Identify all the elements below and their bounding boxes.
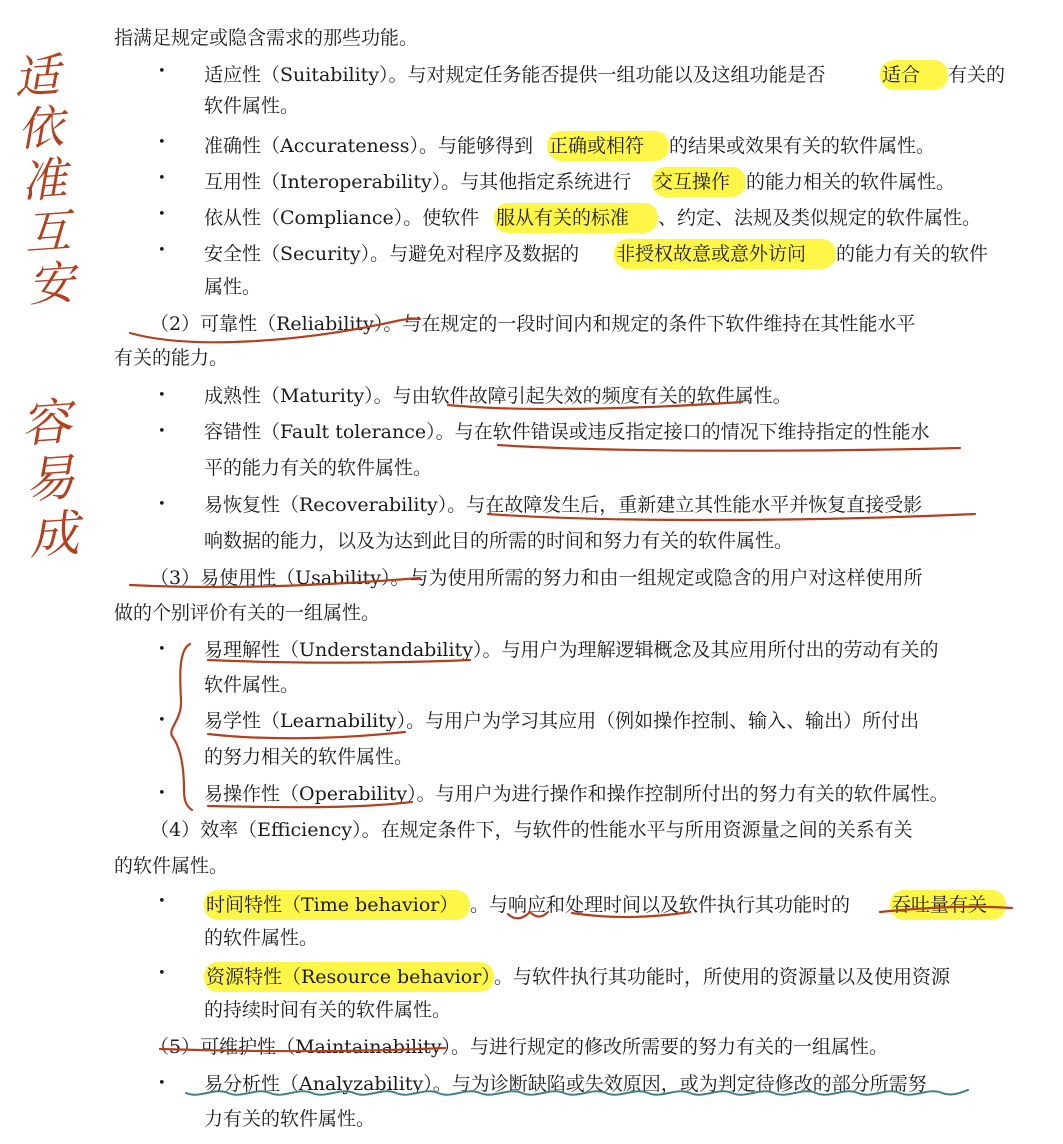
- bullet-item-operability: • 易操作性（Operability）。与用户为进行操作和操作控制所付出的努力有关的软件属性。: [158, 783, 949, 805]
- bullet-icon: •: [158, 642, 166, 657]
- text-line: 做的个别评价有关的一组属性。: [114, 602, 381, 624]
- bullet-item-analyzability: • 易分析性（Analyzability）。与为诊断缺陷或失效原因，或为判定待修改的部分所需努: [158, 1073, 927, 1095]
- text-line: 软件属性。: [204, 95, 300, 117]
- bullet-item-compliance: • 依从性（Compliance）。使软件 服从有关的标准 、约定、法规及类似规定的软件属性。: [0, 203, 1063, 227]
- bullet-item-recoverability: • 易恢复性（Recoverability）。与在故障发生后，重新建立其性能水平并恢复直接受影: [158, 494, 923, 516]
- bullet-icon: •: [158, 135, 166, 150]
- bullet-item-accurateness: • 准确性（Accurateness）。与能够得到 正确或相符 的结果或效果有关的软件属性。: [0, 131, 1063, 155]
- bullet-item-maturity: • 成熟性（Maturity）。与由软件故障引起失效的频度有关的软件属性。: [158, 385, 792, 407]
- bullet-icon: •: [158, 894, 166, 909]
- text-line: 有关的能力。: [114, 347, 229, 369]
- bullet-icon: •: [158, 424, 166, 439]
- bullet-icon: •: [158, 1076, 166, 1091]
- highlight: 适合: [880, 60, 948, 90]
- margin-note-handwriting: 适 依 准 互 安: [11, 47, 77, 313]
- section-heading-usability: （3）易使用性（Usability）。与为使用所需的努力和由一组规定或隐含的用户对这样使用所: [150, 567, 923, 589]
- section-heading-efficiency: （4）效率（Efficiency）。在规定条件下，与软件的性能水平与所用资源量之间的关系有关: [150, 819, 913, 841]
- bullet-item-resource-behavior: • 资源特性（Resource behavior）。与软件执行其功能时，所使用的资源量以及使用资源: [0, 962, 1063, 986]
- bullet-icon: •: [158, 207, 166, 222]
- bullet-icon: •: [158, 64, 166, 79]
- text-line: 的软件属性。: [204, 927, 319, 949]
- bullet-item-suitability: • 适应性（Suitability）。与对规定任务能否提供一组功能以及这组功能是否 适合 有关的: [0, 60, 1063, 84]
- section-heading-maintainability: （5）可维护性（Maintainability）。与进行规定的修改所需要的努力有关的一组属性。: [150, 1036, 889, 1058]
- bullet-item-understandability: • 易理解性（Understandability）。与用户为理解逻辑概念及其应用所付出的劳动有关的: [158, 639, 939, 661]
- highlight: 吞吐量有关: [890, 890, 1006, 920]
- highlight: 交互操作: [652, 167, 746, 197]
- highlight: 服从有关的标准: [494, 203, 658, 233]
- text-line: 的努力相关的软件属性。: [204, 746, 414, 768]
- text-line: 软件属性。: [204, 674, 300, 696]
- bullet-item-time-behavior: • 时间特性（Time behavior） 。与响应和处理时间以及软件执行其功能时的 吞吐量有关: [0, 890, 1063, 914]
- bullet-icon: •: [158, 388, 166, 403]
- bullet-item-interoperability: • 互用性（Interoperability）。与其他指定系统进行 交互操作 的能力相关的软件属性。: [0, 167, 1063, 191]
- bullet-icon: •: [158, 497, 166, 512]
- text-line: 的软件属性。: [114, 855, 229, 877]
- bullet-item-learnability: • 易学性（Learnability）。与用户为学习其应用（例如操作控制、输入、输出）所付出: [158, 710, 920, 732]
- text-line: 的持续时间有关的软件属性。: [204, 999, 452, 1021]
- text-line: 属性。: [204, 276, 262, 298]
- bullet-icon: •: [158, 966, 166, 981]
- text-line: 响数据的能力，以及为达到此目的所需的时间和努力有关的软件属性。: [204, 530, 794, 552]
- text-line: 指满足规定或隐含需求的那些功能。: [114, 27, 419, 49]
- bullet-icon: •: [158, 713, 166, 728]
- margin-note-handwriting: 容 易 成: [19, 392, 81, 566]
- bullet-icon: •: [158, 171, 166, 186]
- section-heading-reliability: （2）可靠性（Reliability）。与在规定的一段时间内和规定的条件下软件维持在其性能水平: [150, 313, 916, 335]
- ink-underline: [498, 445, 960, 451]
- text-line: 平的能力有关的软件属性。: [204, 457, 433, 479]
- bullet-item-security: • 安全性（Security）。与避免对程序及数据的 非授权故意或意外访问 的能力有关的软件: [0, 239, 1063, 263]
- highlight: 正确或相符: [547, 131, 669, 161]
- highlight: 时间特性（Time behavior）: [204, 890, 470, 920]
- highlight: 非授权故意或意外访问: [614, 239, 836, 269]
- bullet-item-fault-tolerance: • 容错性（Fault tolerance）。与在软件错误或违反指定接口的情况下维持指定的性能水: [158, 421, 930, 443]
- bullet-icon: •: [158, 786, 166, 801]
- text-line: 力有关的软件属性。: [204, 1108, 376, 1130]
- bullet-icon: •: [158, 243, 166, 258]
- highlight: 资源特性（Resource behavior）: [204, 962, 494, 992]
